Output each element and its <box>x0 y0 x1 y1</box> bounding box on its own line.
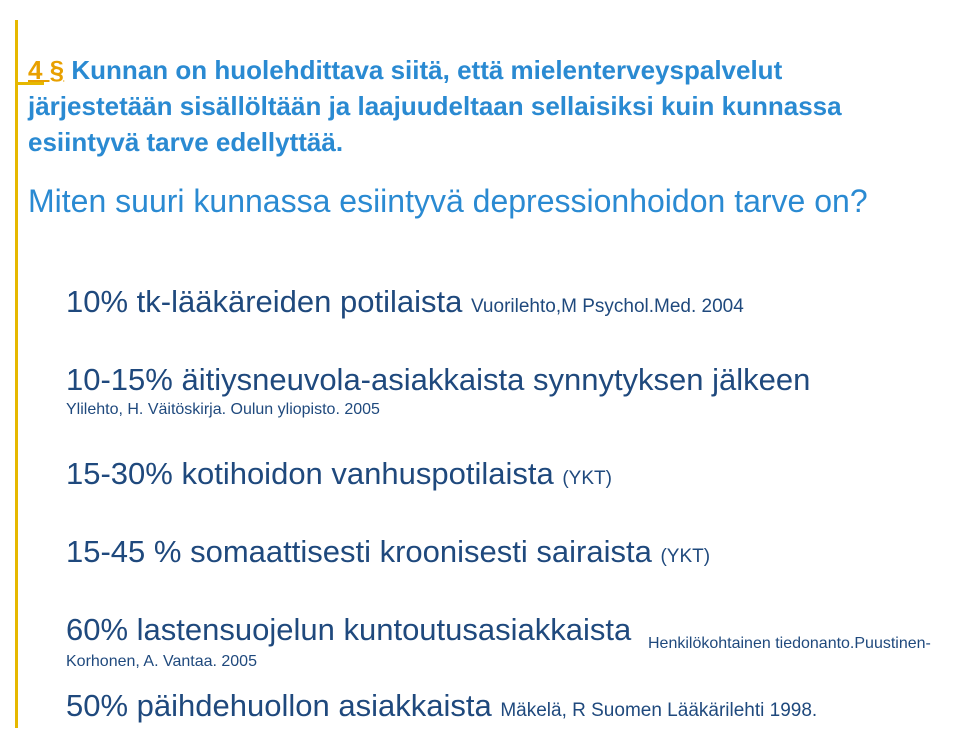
slide-title <box>28 52 928 160</box>
item-text: 15-30% kotihoidon vanhuspotilaista <box>66 456 554 491</box>
item-reference: (YKT) <box>660 546 711 567</box>
item-text: 60% lastensuojelun kuntoutusasiakkaista <box>66 612 632 647</box>
item-reference: Ylilehto, H. Väitöskirja. Oulun yliopisto. 2005 <box>66 401 380 418</box>
title-text: Kunnan on huolehdittava siitä, että mielenterveyspalvelut järjestetään sisällöltään ja laajuudeltaan sellaisiksi kuin kunnassa esiintyvä tarve edellyttää. <box>28 55 842 157</box>
item-reference: Mäkelä, R Suomen Lääkärilehti 1998. <box>500 700 818 721</box>
list-item <box>66 284 946 325</box>
list-item <box>66 456 946 497</box>
section-mark: 4 § <box>28 55 65 85</box>
item-text: 10-15% äitiysneuvola-asiakkaista synnytyksen jälkeen <box>66 362 811 397</box>
left-rule <box>15 20 18 728</box>
item-reference: Vuorilehto,M Psychol.Med. 2004 <box>470 296 744 317</box>
item-reference: Henkilökohtainen tiedonanto.Puustinen- <box>648 635 931 652</box>
question: Miten suuri kunnassa esiintyvä depressionhoidon tarve on? <box>28 183 868 219</box>
list-item <box>66 612 946 652</box>
item-reference: (YKT) <box>562 468 612 489</box>
item-reference-cont: Korhonen, A. Vantaa. 2005 <box>66 653 257 670</box>
item-text: 15-45 % somaattisesti kroonisesti sairaista <box>66 534 652 569</box>
item-text: 50% päihdehuollon asiakkaista <box>66 688 492 723</box>
item-text: 10% tk-lääkäreiden potilaista <box>66 284 463 319</box>
list-item <box>66 534 946 575</box>
list-item <box>66 688 946 729</box>
list-item <box>66 362 946 398</box>
